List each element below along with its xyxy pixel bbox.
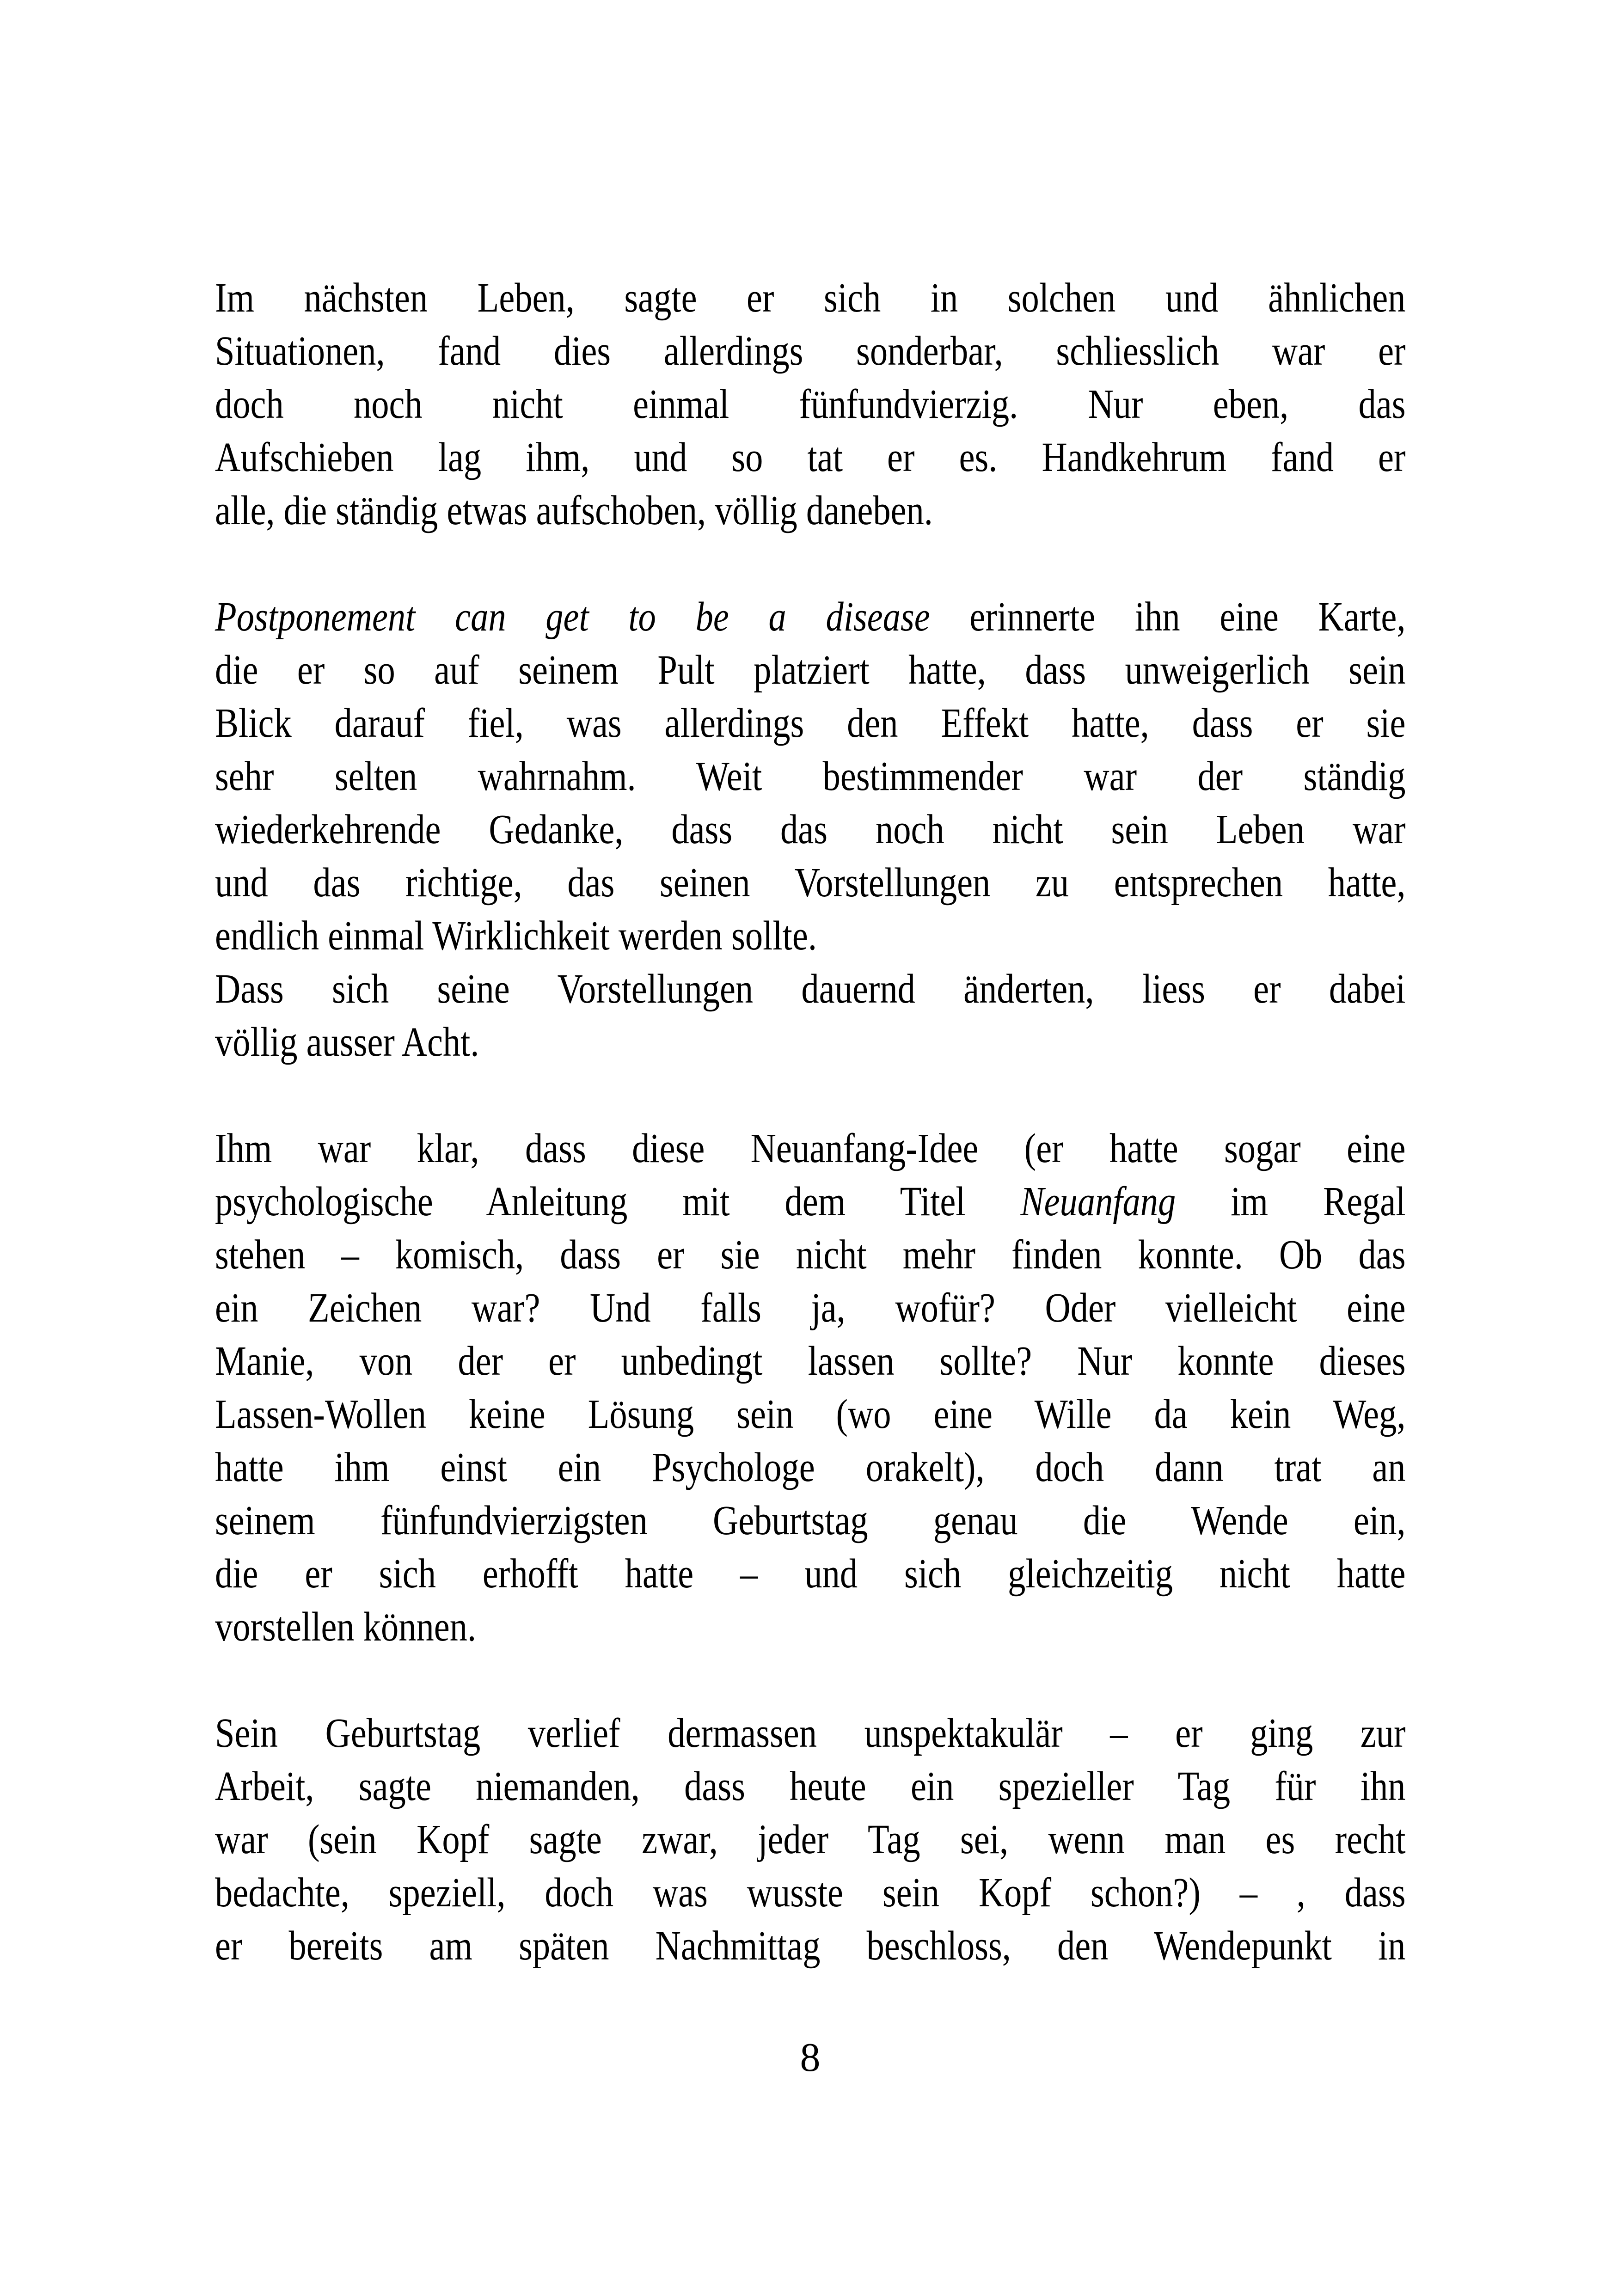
italic-text-run: Neuanfang	[1020, 1179, 1176, 1225]
text-line	[215, 962, 1406, 1016]
text-run: sehr selten wahrnahm. Weit bestimmender war der ständig	[215, 753, 1406, 799]
text-line	[215, 1919, 1406, 1972]
text-line	[215, 803, 1406, 856]
text-run: und das richtige, das seinen Vorstellungen zu entsprechen hatte,	[215, 860, 1406, 906]
text-run: Manie, von der er unbedingt lassen sollte? Nur konnte dieses	[215, 1338, 1406, 1384]
text-line	[215, 1600, 1406, 1653]
text-run: Lassen-Wollen keine Lösung sein (wo eine Wille da kein Weg,	[215, 1391, 1406, 1437]
text-run: die er so auf seinem Pult platziert hatte, dass unweigerlich sein	[215, 647, 1406, 693]
text-line	[215, 1281, 1406, 1335]
text-line	[215, 1228, 1406, 1281]
text-line	[215, 1388, 1406, 1441]
text-run: stehen – komisch, dass er sie nicht mehr finden konnte. Ob das	[215, 1232, 1406, 1278]
text-line	[215, 590, 1406, 643]
text-run: erinnerte ihn eine Karte,	[930, 594, 1406, 640]
text-run: Ihm war klar, dass diese Neuanfang-Idee (er hatte sogar eine	[215, 1126, 1406, 1171]
text-run: er bereits am späten Nachmittag beschloss, den Wendepunkt in	[215, 1923, 1406, 1969]
text-line	[215, 1335, 1406, 1388]
text-line	[215, 1441, 1406, 1494]
text-line	[215, 697, 1406, 750]
paragraph	[215, 590, 1406, 1069]
text-run: war (sein Kopf sagte zwar, jeder Tag sei, wenn man es recht	[215, 1817, 1406, 1862]
text-line	[215, 325, 1406, 378]
page-number: 8	[800, 2035, 821, 2080]
text-run: im Regal	[1176, 1179, 1406, 1225]
text-run: völlig ausser Acht.	[215, 1019, 479, 1065]
text-line	[215, 1707, 1406, 1760]
text-line	[215, 1760, 1406, 1813]
text-run: psychologische Anleitung mit dem Titel	[215, 1179, 1021, 1225]
paragraph	[215, 271, 1406, 537]
text-run: ein Zeichen war? Und falls ja, wofür? Oder vielleicht eine	[215, 1285, 1406, 1331]
text-line	[215, 909, 1406, 962]
text-line	[215, 750, 1406, 803]
text-line	[215, 431, 1406, 484]
text-run: vorstellen können.	[215, 1604, 477, 1650]
text-line	[215, 1122, 1406, 1175]
text-block	[215, 271, 1406, 1972]
text-line	[215, 1547, 1406, 1600]
text-run: Im nächsten Leben, sagte er sich in solchen und ähnlichen	[215, 275, 1406, 321]
text-run: endlich einmal Wirklichkeit werden sollte.	[215, 913, 817, 959]
text-line	[215, 856, 1406, 909]
text-run: Arbeit, sagte niemanden, dass heute ein spezieller Tag für ihn	[215, 1763, 1406, 1809]
paragraph	[215, 1122, 1406, 1653]
text-line	[215, 1813, 1406, 1866]
text-run: Aufschieben lag ihm, und so tat er es. Handkehrum fand er	[215, 435, 1406, 480]
text-line	[215, 643, 1406, 697]
text-run: bedachte, speziell, doch was wusste sein Kopf schon?) – , dass	[215, 1870, 1406, 1916]
text-line	[215, 484, 1406, 537]
text-line	[215, 378, 1406, 431]
text-run: wiederkehrende Gedanke, dass das noch nicht sein Leben war	[215, 807, 1406, 852]
text-run: hatte ihm einst ein Psychologe orakelt), doch dann trat an	[215, 1445, 1406, 1490]
italic-text-run: Postponement can get to be a disease	[215, 594, 930, 640]
text-run: Dass sich seine Vorstellungen dauernd änderten, liess er dabei	[215, 966, 1406, 1012]
text-run: seinem fünfundvierzigsten Geburtstag genau die Wende ein,	[215, 1498, 1406, 1543]
paragraph	[215, 1707, 1406, 1972]
text-run: Sein Geburtstag verlief dermassen unspektakulär – er ging zur	[215, 1710, 1406, 1756]
text-line	[215, 1175, 1406, 1228]
text-run: Situationen, fand dies allerdings sonderbar, schliesslich war er	[215, 328, 1406, 374]
text-line	[215, 1494, 1406, 1547]
text-line	[215, 1866, 1406, 1919]
text-run: doch noch nicht einmal fünfundvierzig. Nur eben, das	[215, 381, 1406, 427]
text-line	[215, 271, 1406, 325]
text-run: die er sich erhofft hatte – und sich gleichzeitig nicht hatte	[215, 1551, 1406, 1597]
text-line	[215, 1016, 1406, 1069]
text-run: Blick darauf fiel, was allerdings den Effekt hatte, dass er sie	[215, 700, 1406, 746]
text-run: alle, die ständig etwas aufschoben, völlig daneben.	[215, 488, 933, 533]
